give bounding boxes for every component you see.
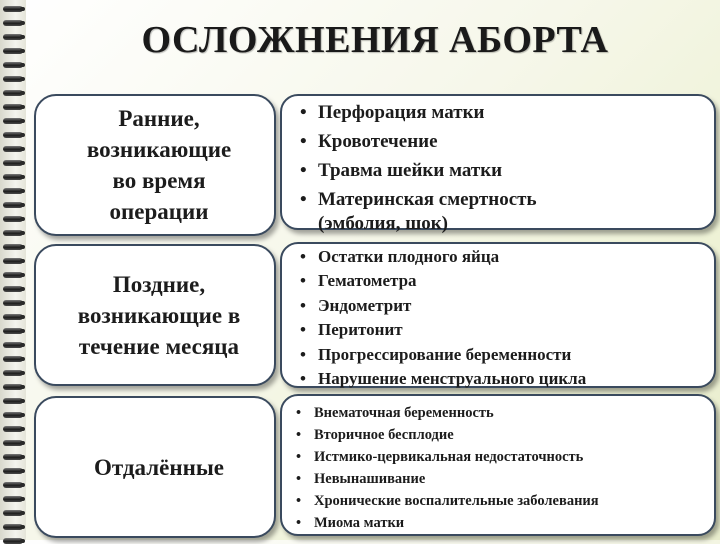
spiral-ring [3,6,23,12]
spiral-ring [3,48,23,54]
list-item: • Эндометрит [318,294,714,318]
list-item: • Перитонит [318,318,714,342]
spiral-ring [3,104,23,110]
list-item: • Травма шейки матки [318,156,714,185]
late-complications-list [280,242,716,388]
list-item: • Прогрессирование беременности [318,343,714,367]
list-item-continuation: (эмболия, шок) [318,213,449,234]
spiral-ring [3,356,23,362]
early-label-line-4: операции [109,199,209,224]
spiral-ring [3,34,23,40]
list-item: • Внематочная беременность [314,402,714,424]
spiral-ring [3,342,23,348]
list-item: • Истмико-цервикальная недостаточность [314,446,714,468]
spiral-ring [3,314,23,320]
early-label-line-1: Ранние, [118,106,200,131]
spiral-ring [3,160,23,166]
spiral-ring [3,90,23,96]
spiral-ring [3,426,23,432]
spiral-ring [3,398,23,404]
spiral-ring [3,286,23,292]
list-item: • Остатки плодного яйца [318,245,714,269]
late-label-line-3: течение месяца [78,333,240,359]
spiral-ring [3,146,23,152]
page-title: ОСЛОЖНЕНИЯ АБОРТА [141,19,609,61]
spiral-ring [3,272,23,278]
spiral-ring [3,510,23,516]
spiral-ring [3,412,23,418]
list-item: • Миома матки [314,512,714,534]
spiral-ring [3,20,23,26]
early-complications-label [34,94,276,236]
list-item: • Материнская смертность [318,188,714,212]
spiral-ring [3,76,23,82]
spiral-ring [3,230,23,236]
early-complications-list [280,94,716,234]
notebook-spiral-binding [0,0,26,540]
spiral-ring [3,202,23,208]
early-label-line-2: возникающие [86,137,232,162]
remote-complications-label [34,396,276,538]
spiral-ring [3,258,23,264]
spiral-ring [3,454,23,460]
spiral-ring [3,244,23,250]
spiral-ring [3,538,23,544]
spiral-ring [3,482,23,488]
late-label-line-1: Поздние, [112,271,206,297]
spiral-ring [3,188,23,194]
spiral-ring [3,62,23,68]
spiral-ring [3,174,23,180]
spiral-ring [3,328,23,334]
spiral-ring [3,216,23,222]
list-item: • Перфорация матки [318,98,714,127]
spiral-ring [3,524,23,530]
spiral-ring [3,440,23,446]
spiral-ring [3,384,23,390]
spiral-ring [3,496,23,502]
remote-complications-list [280,394,716,536]
list-item: • Хронические воспалительные заболевания [314,490,714,512]
spiral-ring [3,300,23,306]
spiral-ring [3,468,23,474]
early-label-line-3: во время [112,168,206,193]
list-item: • Гематометра [318,269,714,293]
late-complications-label [34,244,276,386]
spiral-ring [3,370,23,376]
list-item: • Нарушение менструального цикла [318,367,714,391]
spiral-ring [3,118,23,124]
spiral-ring [3,132,23,138]
late-label-line-2: возникающие в [77,302,241,328]
list-item: • Кровотечение [318,127,714,156]
list-item: • Невынашивание [314,468,714,490]
list-item: • Вторичное бесплодие [314,424,714,446]
remote-label-line-1: Отдалённые [93,454,224,480]
